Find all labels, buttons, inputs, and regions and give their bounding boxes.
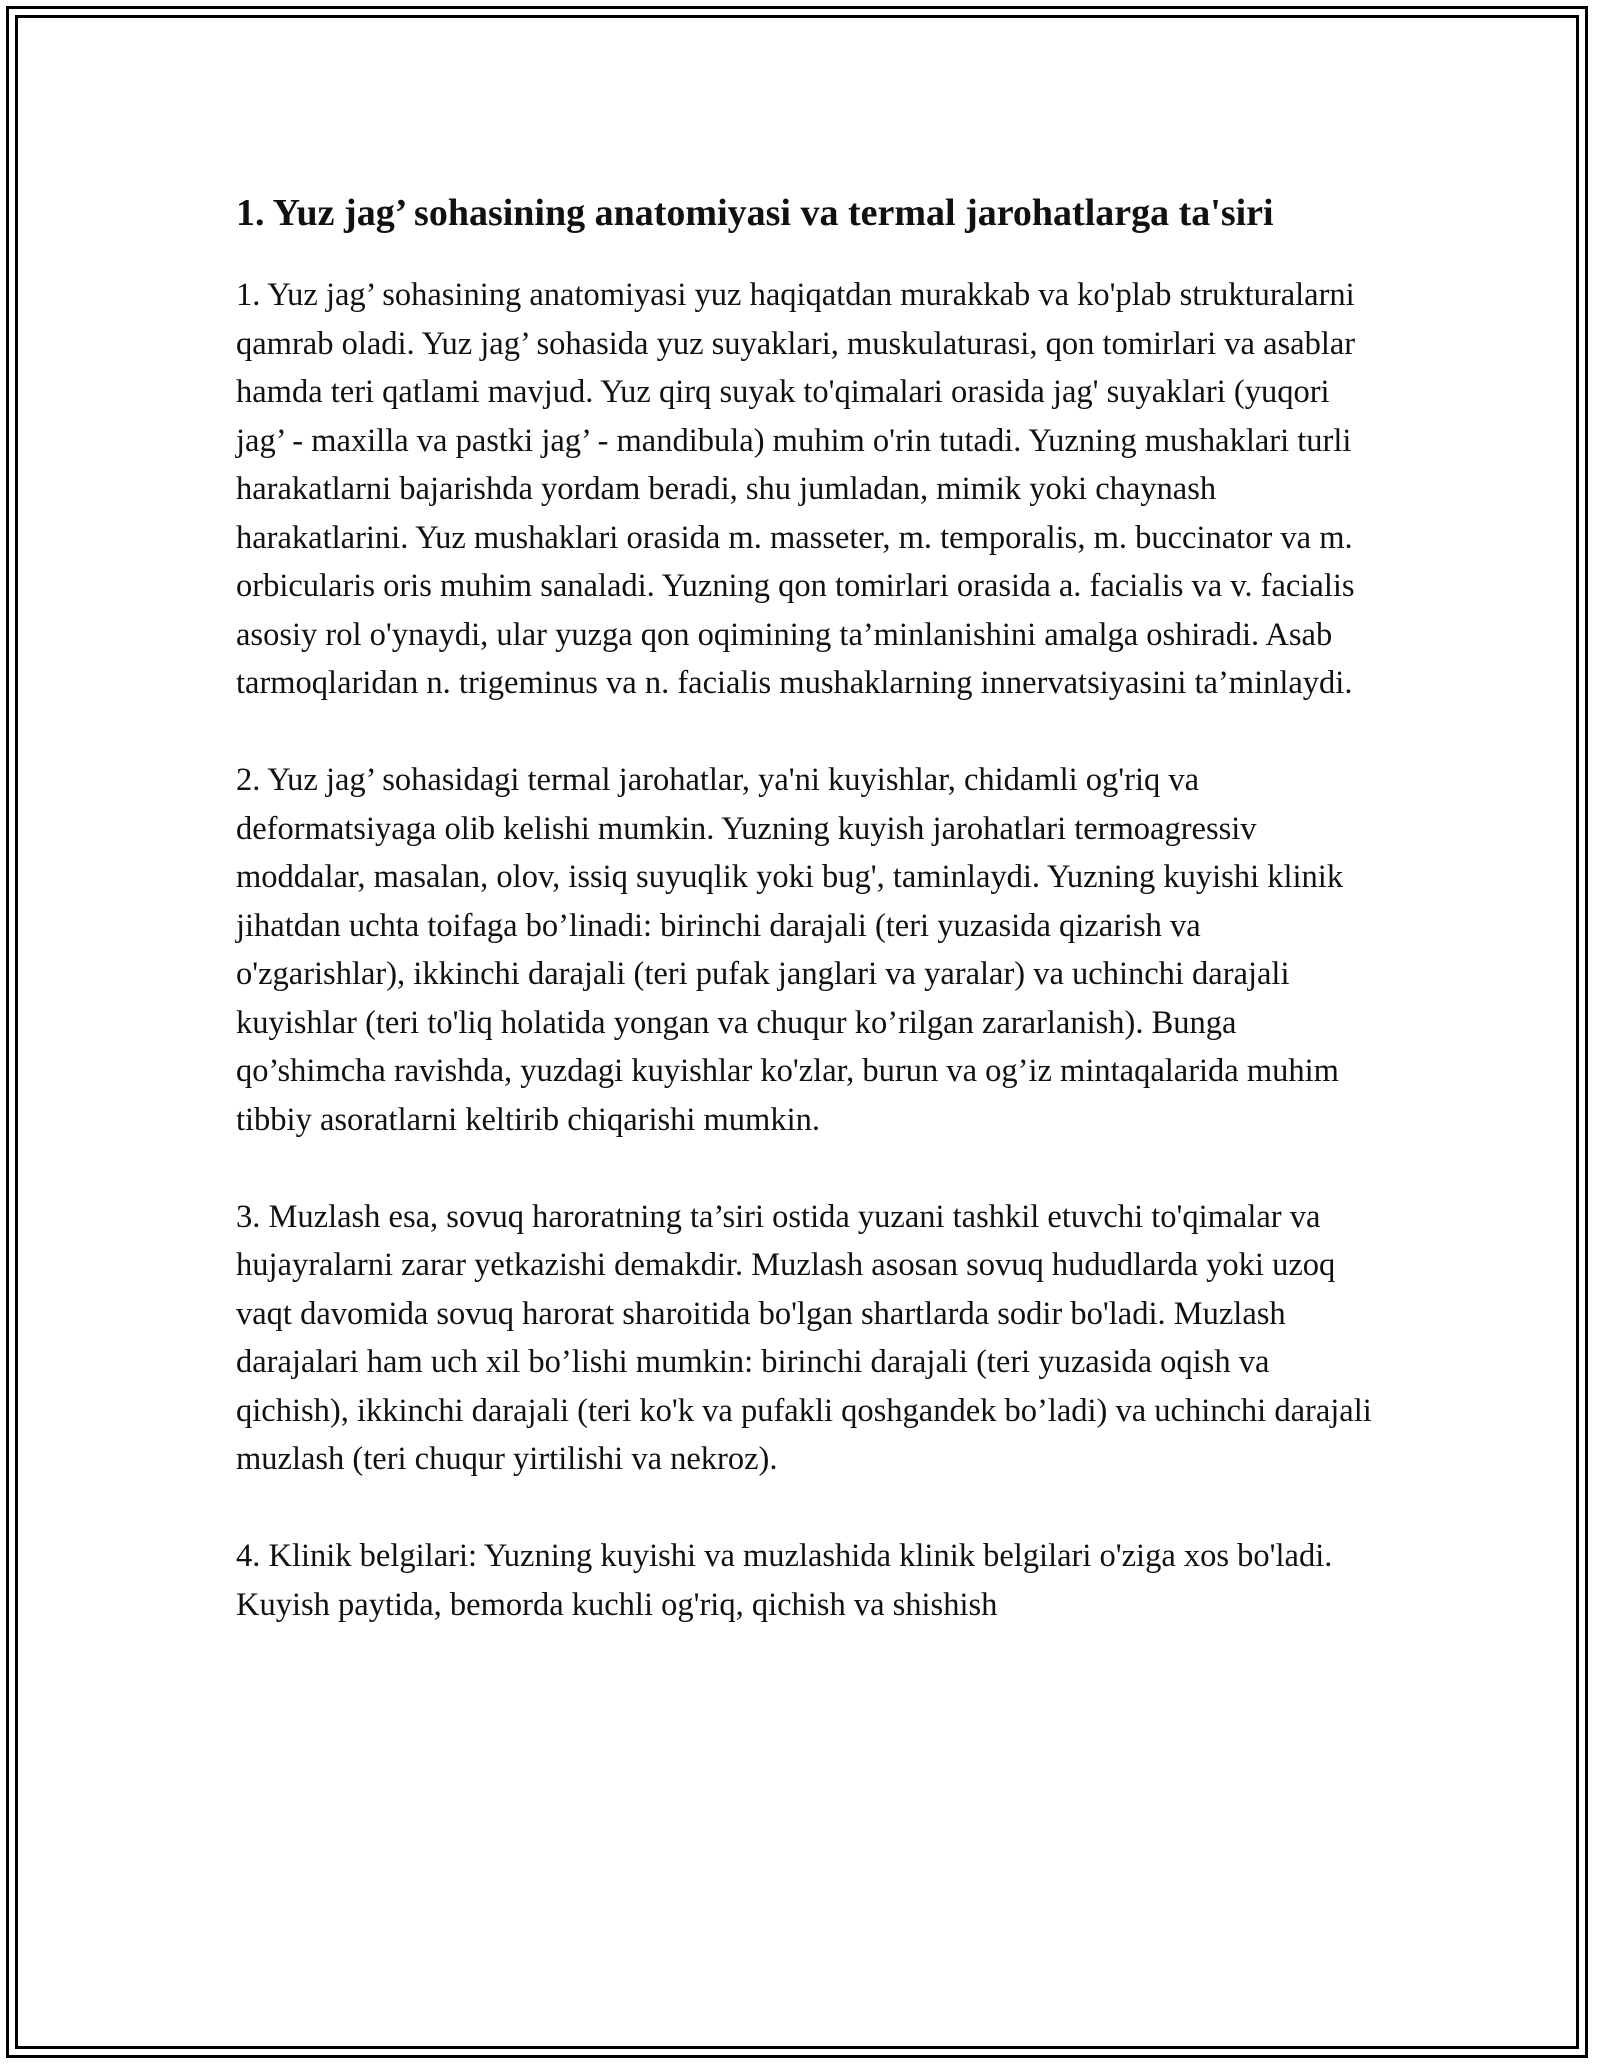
paragraph-clinical-signs: 4. Klinik belgilari: Yuzning kuyishi va muzlashida klinik belgilari o'ziga xos bo'ladi. Kuyish paytida, bemorda kuchli og'riq, qichish va shishish [236,1538,1333,1623]
paragraph-anatomy: 1. Yuz jag’ sohasining anatomiyasi yuz haqiqatdan murakkab va ko'plab strukturalarni qamrab oladi. Yuz jag’ sohasida yuz suyaklari, muskulaturasi, qon tomirlari va asablar hamda teri qatlami mavjud. Yuz qirq suyak to'qimalari orasida jag' suyaklari (yuqori jag’ - maxilla va pastki jag’ - mandibula) muhim o'rin tutadi. Yuzning mushaklari turli harakatlarni bajarishda yordam beradi, shu jumladan, mimik yoki chaynash harakatlarini. Yuz mushaklari orasida m. masseter, m. temporalis, m. buccinator va m. orbicularis oris muhim sanaladi. Yuzning qon tomirlari orasida a. facialis va v. facialis asosiy rol o'ynaydi, ular yuzga qon oqimining ta’minlanishini amalga oshiradi. Asab tarmoqlaridan n. trigeminus va n. facialis mushaklarning innervatsiyasini ta’minlaydi. [236,277,1356,701]
paragraph-frostbite: 3. Muzlash esa, sovuq haroratning ta’siri ostida yuzani tashkil etuvchi to'qimalar va hujayralarni zarar yetkazishi demakdir. Muzlash asosan sovuq hududlarda yoki uzoq vaqt davomida sovuq harorat sharoitida bo'lgan shartlarda sodir bo'ladi. Muzlash darajalari ham uch xil bo’lishi mumkin: birinchi darajali (teri yuzasida oqish va qichish), ikkinchi darajali (teri ko'k va pufakli qoshgandek bo’ladi) va uchinchi darajali muzlash (teri chuqur yirtilishi va nekroz). [236,1198,1372,1477]
document-body [236,186,1376,1678]
paragraph-burns: 2. Yuz jag’ sohasidagi termal jarohatlar, ya'ni kuyishlar, chidamli og'riq va deformatsiyaga olib kelishi mumkin. Yuzning kuyish jarohatlari termoagressiv moddalar, masalan, olov, issiq suyuqlik yoki bug', taminlaydi. Yuzning kuyishi klinik jihatdan uchta toifaga bo’linadi: birinchi darajali (teri yuzasida qizarish va o'zgarishlar), ikkinchi darajali (teri pufak janglari va yaralar) va uchinchi darajali kuyishlar (teri to'liq holatida yongan va chuqur ko’rilgan zararlanish). Bunga qo’shimcha ravishda, yuzdagi kuyishlar ko'zlar, burun va og’iz mintaqalarida muhim tibbiy asoratlarni keltirib chiqarishi mumkin. [236,762,1344,1138]
section-heading: 1. Yuz jag’ sohasining anatomiyasi va termal jarohatlarga ta'siri [236,192,1274,234]
